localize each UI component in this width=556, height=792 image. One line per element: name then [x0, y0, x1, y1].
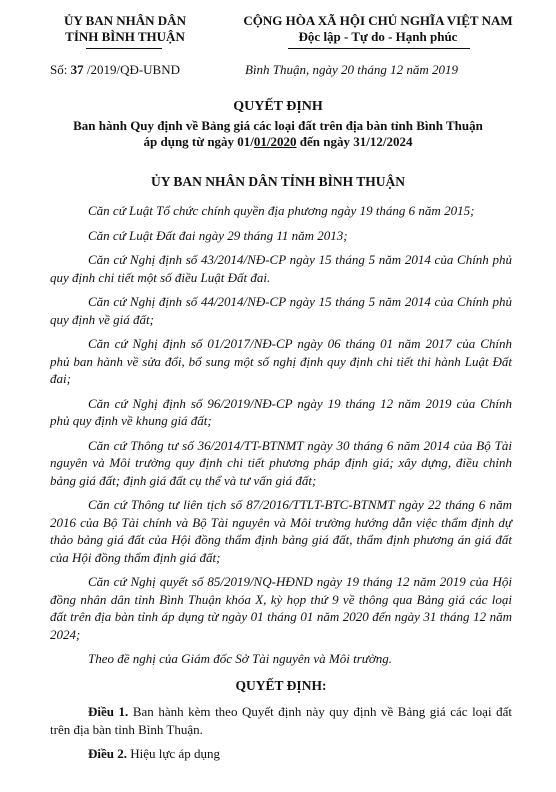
national-motto: Độc lập - Tự do - Hạnh phúc: [298, 29, 458, 44]
article-2: [50, 745, 512, 763]
authority-heading: ỦY BAN NHÂN DÂN TỈNH BÌNH THUẬN: [150, 174, 406, 189]
decision-heading: QUYẾT ĐỊNH:: [235, 677, 327, 693]
subtitle-part-2: đến ngày 31/12/2024: [296, 134, 413, 149]
subtitle-underlined: 01/2020: [253, 134, 297, 149]
agency-underline: [86, 48, 162, 49]
legal-basis-7: Căn cứ Thông tư số 36/2014/TT-BTNMT ngày 30 tháng 6 năm 2014 của Bộ Tài nguyên và Môi trường quy định chi tiết phương pháp định giá; xây dựng, điều chỉnh bảng giá đất; định giá đất cụ thể và tư vấn giá đất;: [50, 437, 512, 488]
article-1: [50, 703, 512, 738]
subtitle-line-1: Ban hành Quy định về Bảng giá các loại đất trên địa bàn tỉnh Bình Thuận: [73, 118, 483, 133]
legal-basis-1: Căn cứ Luật Tổ chức chính quyền địa phương ngày 19 tháng 6 năm 2015;: [88, 203, 475, 218]
legal-basis-3: Căn cứ Nghị định số 43/2014/NĐ-CP ngày 15 tháng 5 năm 2014 của Chính phủ quy định chi tiết một số điều Luật Đất đai.: [50, 252, 512, 285]
motto-underline: [288, 48, 470, 49]
number-suffix: /2019/QĐ-UBND: [83, 62, 181, 77]
national-header: [218, 13, 538, 45]
number-prefix: Số:: [50, 62, 71, 77]
proposal-note: Theo đề nghị của Giám đốc Sở Tài nguyên và Môi trường.: [88, 651, 393, 666]
number-value: 37: [70, 62, 84, 77]
subtitle-part-1: áp dụng từ ngày 01/: [143, 134, 254, 149]
legal-basis-4: Căn cứ Nghị định số 44/2014/NĐ-CP ngày 15 tháng 5 năm 2014 của Chính phủ quy định về giá đất;: [50, 294, 512, 327]
agency-line-1: ỦY BAN NHÂN DÂN: [64, 13, 186, 28]
article-1-label: Điều 1.: [88, 704, 129, 719]
document-subtitle: [40, 118, 516, 150]
legal-basis-5: Căn cứ Nghị định số 01/2017/NĐ-CP ngày 06 tháng 01 năm 2017 của Chính phủ ban hành về sửa đổi, bổ sung một số nghị định quy định chi tiết thi hành Luật Đất đai;: [50, 336, 512, 386]
issuing-agency: [50, 13, 200, 45]
subtitle-line-2: [40, 134, 516, 150]
article-2-text: Hiệu lực áp dụng: [127, 746, 220, 761]
legal-basis-2: Căn cứ Luật Đất đai ngày 29 tháng 11 năm 2013;: [88, 227, 348, 243]
article-2-label: Điều 2.: [88, 746, 127, 761]
document-title: QUYẾT ĐỊNH: [233, 99, 323, 114]
article-1-text: Ban hành kèm theo Quyết định này quy định về Bảng giá các loại đất trên địa bàn tỉnh Bình Thuận.: [50, 704, 512, 737]
legal-basis-6: Căn cứ Nghị định số 96/2019/NĐ-CP ngày 19 tháng 12 năm 2019 của Chính phủ quy định về khung giá đất;: [50, 395, 512, 428]
issue-date: Bình Thuận, ngày 20 tháng 12 năm 2019: [245, 62, 459, 77]
country-name: CỘNG HÒA XÃ HỘI CHỦ NGHĨA VIỆT NAM: [243, 13, 513, 28]
document-number: [50, 62, 180, 78]
legal-basis-9: Căn cứ Nghị quyết số 85/2019/NQ-HĐND ngày 19 tháng 12 năm 2019 của Hội đồng nhân dân tỉnh Bình Thuận khóa X, kỳ họp thứ 9 về thông qua Bảng giá các loại đất trên địa bàn tỉnh áp dụng từ ngày 01 tháng 01 năm 2020 đến ngày 31 tháng 12 năm 2024;: [50, 574, 512, 642]
agency-line-2: TỈNH BÌNH THUẬN: [65, 29, 185, 44]
document-body: [50, 202, 512, 770]
legal-basis-8: Căn cứ Thông tư liên tịch số 87/2016/TTLT-BTC-BTNMT ngày 22 tháng 6 năm 2016 của Bộ Tài chính và Bộ Tài nguyên và Môi trường hướng dẫn việc thẩm định dự thảo bảng giá đất của Hội đồng thẩm định bảng giá đất, thẩm định phương án giá đất của Hội đồng thẩm định giá đất;: [50, 497, 512, 565]
